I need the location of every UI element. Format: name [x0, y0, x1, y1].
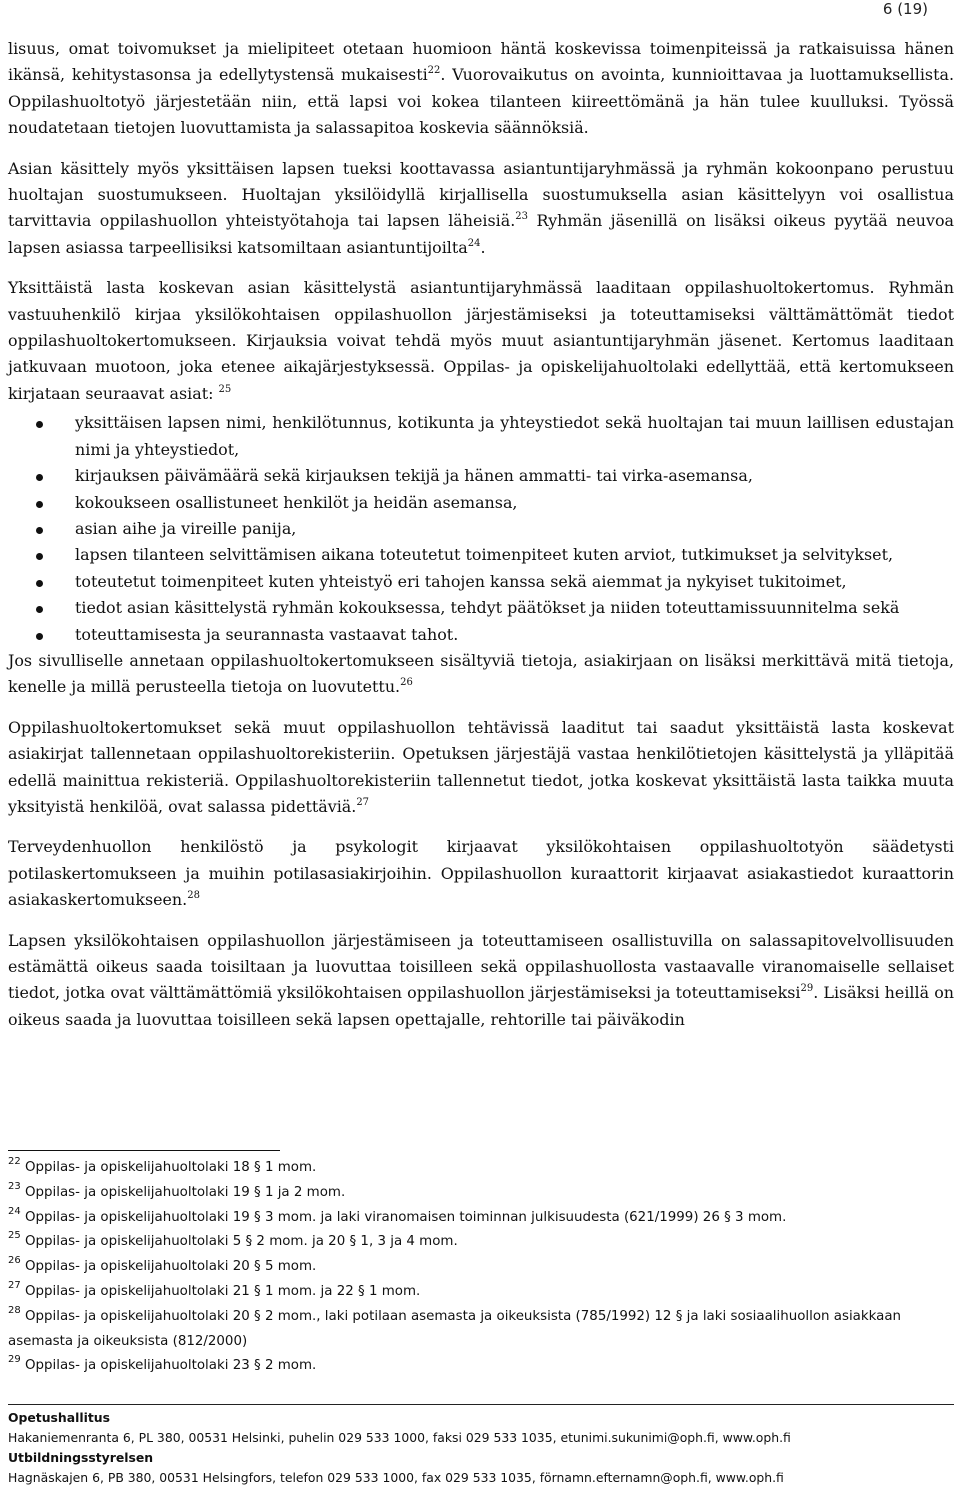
paragraph-2	[8, 156, 954, 262]
paragraph-text: lisuus, omat toivomukset ja mielipiteet otetaan huomioon häntä koskevissa toimenpiteissä ja ratkaisuissa hänen ikänsä, kehitystasonsa ja edellytystensä mukaisesti	[8, 39, 954, 85]
list-item	[8, 516, 954, 542]
list-item	[8, 595, 954, 621]
paragraph-3	[8, 275, 954, 407]
footnote-number: 29	[8, 1354, 21, 1366]
paragraph-6	[8, 834, 954, 913]
footnote-number: 25	[8, 1230, 21, 1242]
page-number: 6 (19)	[882, 0, 928, 18]
footnote-ref[interactable]: 22	[427, 65, 441, 77]
footnote-ref[interactable]: 26	[400, 677, 413, 689]
paragraph-text: . Lisäksi heillä on oikeus saada ja luovuttaa toisilleen sekä lapsen opettajalle, rehtorille tai päiväkodin	[8, 983, 954, 1029]
list-item-text: tiedot asian käsittelystä ryhmän kokouksessa, tehdyt päätökset ja niiden toteuttamissuunnitelma sekä	[75, 598, 900, 618]
bullet-list	[8, 410, 954, 648]
page-footer	[8, 1404, 954, 1488]
footnote-number: 27	[8, 1279, 21, 1291]
bullet-icon	[36, 633, 43, 640]
footnote-ref[interactable]: 27	[356, 796, 370, 808]
list-item	[8, 542, 954, 568]
bullet-icon	[36, 527, 43, 534]
footer-address-sv: Hagnäskajen 6, PB 380, 00531 Helsingfors, telefon 029 533 1000, fax 029 533 1035, förnamn.efternamn@oph.fi, www.oph.fi	[8, 1470, 784, 1485]
paragraph-1	[8, 36, 954, 142]
footnote-number: 26	[8, 1255, 21, 1267]
paragraph-text: Ryhmän jäsenillä on lisäksi oikeus pyytää neuvoa lapsen asiassa tarpeellisiksi katsomiltaan asiantuntijoilta	[8, 211, 954, 257]
footnote-text: Oppilas- ja opiskelijahuoltolaki 5 § 2 mom. ja 20 § 1, 3 ja 4 mom.	[25, 1234, 458, 1250]
footnote	[8, 1181, 954, 1206]
footnote-ref[interactable]: 29	[800, 983, 814, 995]
footnote-ref[interactable]: 28	[187, 890, 200, 902]
footnote	[8, 1230, 954, 1255]
footnote-text: Oppilas- ja opiskelijahuoltolaki 18 § 1 mom.	[25, 1160, 317, 1175]
footnote	[8, 1280, 954, 1305]
footer-org-fi: Opetushallitus	[8, 1410, 110, 1425]
bullet-icon	[36, 474, 43, 481]
list-item-text: lapsen tilanteen selvittämisen aikana toteutetut toimenpiteet kuten arviot, tutkimukset ja selvitykset,	[75, 545, 894, 565]
bullet-icon	[36, 553, 43, 560]
list-item	[8, 490, 954, 516]
footnote-number: 22	[8, 1156, 21, 1167]
paragraph-text: Jos sivulliselle annetaan oppilashuoltokertomukseen sisältyviä tietoja, asiakirjaan on lisäksi merkittävä mitä tietoja, kenelle ja millä perusteella tietoja on luovutettu.	[8, 650, 954, 697]
paragraph-text: . Vuorovaikutus on avointa, kunnioittavaa ja luottamuksellista. Oppilashuoltotyö järjestetään niin, että lapsi voi kokea tilanteen kiireettömänä ja hän tulee kuulluksi. Työssä noudatetaan tietojen luovuttamista ja salassapitoa koskevia säännöksiä.	[8, 65, 954, 138]
paragraph-text: Yksittäistä lasta koskevan asian käsittelystä asiantuntijaryhmässä laaditaan oppilashuoltokertomus. Ryhmän vastuuhenkilö kirjaa yksilökohtaisen oppilashuollon järjestämiseksi ja toteuttamiseksi välttämättömät tiedot oppilashuoltokertomukseen. Kirjauksia voivat tehdä myös muut asiantuntijaryhmän jäsenet. Kertomus laaditaan jatkuvaan muotoon, joka etenee aikajärjestyksessä. Oppilas- ja opiskelijahuoltolaki edellyttää, että kertomukseen kirjataan seuraavat asiat:	[8, 278, 954, 403]
list-item-text: kokoukseen osallistuneet henkilöt ja heidän asemansa,	[75, 492, 518, 512]
footnote-number: 23	[8, 1180, 21, 1192]
list-item	[8, 622, 954, 648]
footnotes	[8, 1156, 954, 1379]
footnote-text: Oppilas- ja opiskelijahuoltolaki 19 § 1 ja 2 mom.	[25, 1184, 346, 1200]
footnote	[8, 1255, 954, 1280]
footer-address-fi: Hakaniemenranta 6, PL 380, 00531 Helsinki, puhelin 029 533 1000, faksi 029 533 1035, etunimi.sukunimi@oph.fi, www.oph.fi	[8, 1430, 791, 1445]
paragraph-text: Lapsen yksilökohtaisen oppilashuollon järjestämiseen ja toteuttamiseen osallistuvilla on salassapitovelvollisuuden estämättä oikeus saada toisiltaan ja luovuttaa toisilleen sekä oppilashuollosta vastaavalle viranomaiselle sellaiset tiedot, jotka ovat välttämättömiä yksilökohtaisen oppilashuollon järjestämiseksi ja toteuttamiseksi	[8, 930, 954, 1003]
list-item	[8, 569, 954, 595]
list-item-text: kirjauksen päivämäärä sekä kirjauksen tekijä ja hänen ammatti- tai virka-asemansa,	[75, 466, 753, 486]
paragraph-text: Asian käsittely myös yksittäisen lapsen tueksi koottavassa asiantuntijaryhmässä ja ryhmän kokoonpano perustuu huoltajan suostumukseen. Huoltajan yksilöidyllä kirjallisella suostumuksella asian käsittelyyn voi osallistua tarvittavia oppilashuollon yhteistyötahoja tai lapsen läheisiä.	[8, 158, 954, 231]
footnote-ref[interactable]: 23	[515, 211, 528, 223]
paragraph-4	[8, 648, 954, 701]
bullet-icon	[36, 421, 43, 428]
list-item-text: toteuttamisesta ja seurannasta vastaavat tahot.	[75, 624, 459, 644]
footnote-text: Oppilas- ja opiskelijahuoltolaki 19 § 3 mom. ja laki viranomaisen toiminnan julkisuudesta (621/1999) 26 § 3 mom.	[25, 1209, 787, 1225]
list-item	[8, 410, 954, 463]
paragraph-5	[8, 715, 954, 821]
bullet-icon	[36, 580, 43, 587]
footnote-ref[interactable]: 25	[218, 383, 232, 395]
bullet-icon	[36, 501, 43, 508]
footnote-separator	[8, 1150, 280, 1151]
footnote-text: Oppilas- ja opiskelijahuoltolaki 21 § 1 mom. ja 22 § 1 mom.	[25, 1283, 421, 1299]
list-item	[8, 463, 954, 489]
paragraph-text: Oppilashuoltokertomukset sekä muut oppilashuollon tehtävissä laaditut tai saadut yksittäistä lasta koskevat asiakirjat tallennetaan oppilashuoltorekisteriin. Opetuksen järjestäjä vastaa henkilötietojen käsittelystä ja ylläpitää edellä mainittua rekisteriä. Oppilashuoltorekisteriin tallennetut tiedot, jotka koskevat yksittäistä lasta taikka muuta yksityistä henkilöä, ovat salassa pidettäviä.	[8, 717, 954, 816]
paragraph-7	[8, 928, 954, 1034]
paragraph-text: .	[480, 237, 486, 257]
paragraph-text: Terveydenhuollon henkilöstö ja psykologit kirjaavat yksilökohtaisen oppilashuoltotyön säädetysti potilaskertomukseen ja muihin potilasasiakirjoihin. Oppilashuollon kuraattorit kirjaavat asiakastiedot kuraattorin asiakaskertomukseen.	[8, 837, 954, 910]
footnote-text: Oppilas- ja opiskelijahuoltolaki 20 § 5 mom.	[25, 1259, 317, 1275]
list-item-text: asian aihe ja vireille panija,	[75, 518, 297, 538]
bullet-icon	[36, 606, 43, 613]
list-item-text: toteutetut toimenpiteet kuten yhteistyö eri tahojen kanssa sekä aiemmat ja nykyiset tukitoimet,	[75, 571, 847, 591]
list-item-text: yksittäisen lapsen nimi, henkilötunnus, kotikunta ja yhteystiedot sekä huoltajan tai muun laillisen edustajan nimi ja yhteystiedot,	[75, 413, 954, 459]
footnote-text: Oppilas- ja opiskelijahuoltolaki 20 § 2 mom., laki potilaan asemasta ja oikeuksista (785/1992) 12 § ja laki sosiaalihuollon asiakkaan asemasta ja oikeuksista (812/2000)	[8, 1308, 902, 1349]
footnote-text: Oppilas- ja opiskelijahuoltolaki 23 § 2 mom.	[25, 1358, 317, 1374]
footnote	[8, 1354, 954, 1379]
footnote-number: 24	[8, 1205, 21, 1217]
footnote-ref[interactable]: 24	[467, 237, 481, 249]
footnote-number: 28	[8, 1304, 21, 1316]
footnote	[8, 1206, 954, 1231]
body-text	[8, 36, 954, 1047]
footnote	[8, 1156, 954, 1181]
footnote	[8, 1305, 954, 1355]
footer-org-sv: Utbildningsstyrelsen	[8, 1450, 154, 1465]
